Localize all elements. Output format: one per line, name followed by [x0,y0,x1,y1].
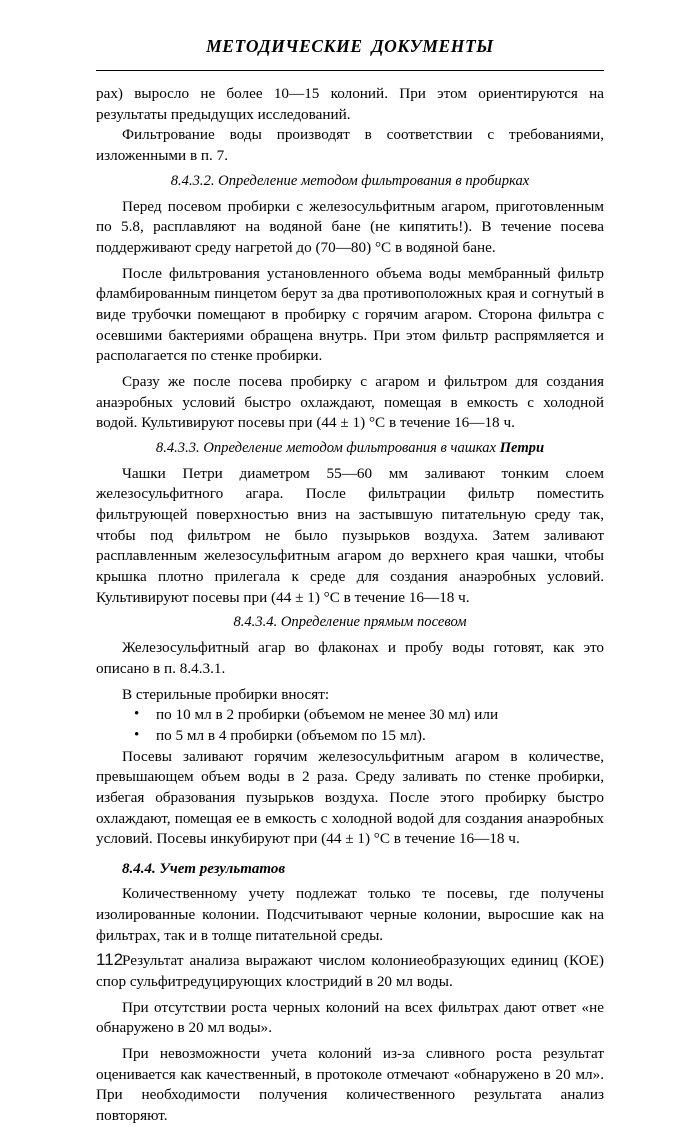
paragraph-10: Количественному учету подлежат только те посевы, где получены изолированные колонии. Подсчитывают черные колонии, выросшие как на фильтрах, так и в толще питательной среды. [96,885,604,944]
heading-8-4-3-3-emph: Петри [499,439,545,456]
header-divider [96,70,604,71]
document-body [96,84,604,1127]
paragraph-3: Перед посевом пробирки с железосульфитным агаром, приготовленным по 5.8, расплавляют на водяной бане (не кипятить!). В течение посева поддерживают среду нагретой до (70—80) °С в водяной бане. [96,197,604,256]
paragraph-7: Железосульфитный агар во флаконах и пробу воды готовят, как это описано в п. 8.4.3.1. [96,639,604,677]
paragraph-13: При невозможности учета колоний из-за сливного роста результат оценивается как качественный, в протоколе отмечают «обнаружено в 20 мл». При необходимости получения количественного результата анализ повторяют. [96,1045,604,1125]
paragraph-11: Результат анализа выражают числом колониеобразующих единиц (КОЕ) спор сульфитредуцирующих клостридий в 20 мл воды. [96,952,604,991]
page-number: 112 [96,950,124,969]
heading-8-4-3-3-text: 8.4.3.3. Определение методом фильтрования в чашках [155,439,500,456]
tube-volume-list [96,705,604,746]
page-header [0,36,700,57]
paragraph-5: Сразу же после посева пробирку с агаром и фильтром для создания анаэробных условий быстро охлаждают, помещая в емкость с холодной водой. Культивируют посевы при (44 ± 1) °С в течение 16—18 ч. [96,372,604,432]
heading-8-4-3-2: 8.4.3.2. Определение методом фильтрования в пробирках [170,172,530,189]
list-item: • по 5 мл в 4 пробирки (объемом по 15 мл). [122,726,604,747]
paragraph-2: Фильтрование воды производят в соответствии с требованиями, изложенными в п. 7. [96,126,604,165]
paragraph-1: рах) выросло не более 10—15 колоний. При этом ориентируются на результаты предыдущих исследований. [96,85,604,123]
heading-8-4-3-3 [96,439,604,459]
list-item: • по 10 мл в 2 пробирки (объемом не менее 30 мл) или [122,705,604,726]
paragraph-6: Чашки Петри диаметром 55—60 мм заливают тонким слоем железосульфитного агара. После фильтрации фильтр поместить фильтрующей поверхностью вниз на застывшую питательную среду так, чтобы под фильтром не было пузырьков воздуха. Затем заливают расплавленным железосульфитным агаром до верхнего края чашки, чтобы крышка плотно прилегала к среде для создания анаэробных условий. Культивируют посевы при (44 ± 1) °С в течение 16—18 ч. [96,464,604,606]
paragraph-8: В стерильные пробирки вносят: [122,685,330,703]
header-title: МЕТОДИЧЕСКИЕ ДОКУМЕНТЫ [206,36,494,56]
paragraph-4: После фильтрования установленного объема воды мембранный фильтр фламбированным пинцетом берут за два противоположных края и согнутый в виде трубочки помещают в пробирку с горячим агаром. Сторона фильтра с осевшими бактериями обращена внутрь. При этом фильтр распрямляется и располагается по стенке пробирки. [96,264,604,365]
heading-8-4-4: 8.4.4. Учет результатов [122,861,286,878]
paragraph-12: При отсутствии роста черных колоний на всех фильтрах дают ответ «не обнаружено в 20 мл воды». [96,998,604,1037]
heading-8-4-3-4: 8.4.3.4. Определение прямым посевом [233,614,467,631]
paragraph-9: Посевы заливают горячим железосульфитным агаром в количестве, превышающем объем воды в 2 раза. Среду заливать по стенке пробирки, избегая образования пузырьков воздуха. После этого пробирку быстро охлаждают, помещая ее в емкость с холодной водой для создания анаэробных условий. Посевы инкубируют при (44 ± 1) °С в течение 16—18 ч. [96,747,604,848]
